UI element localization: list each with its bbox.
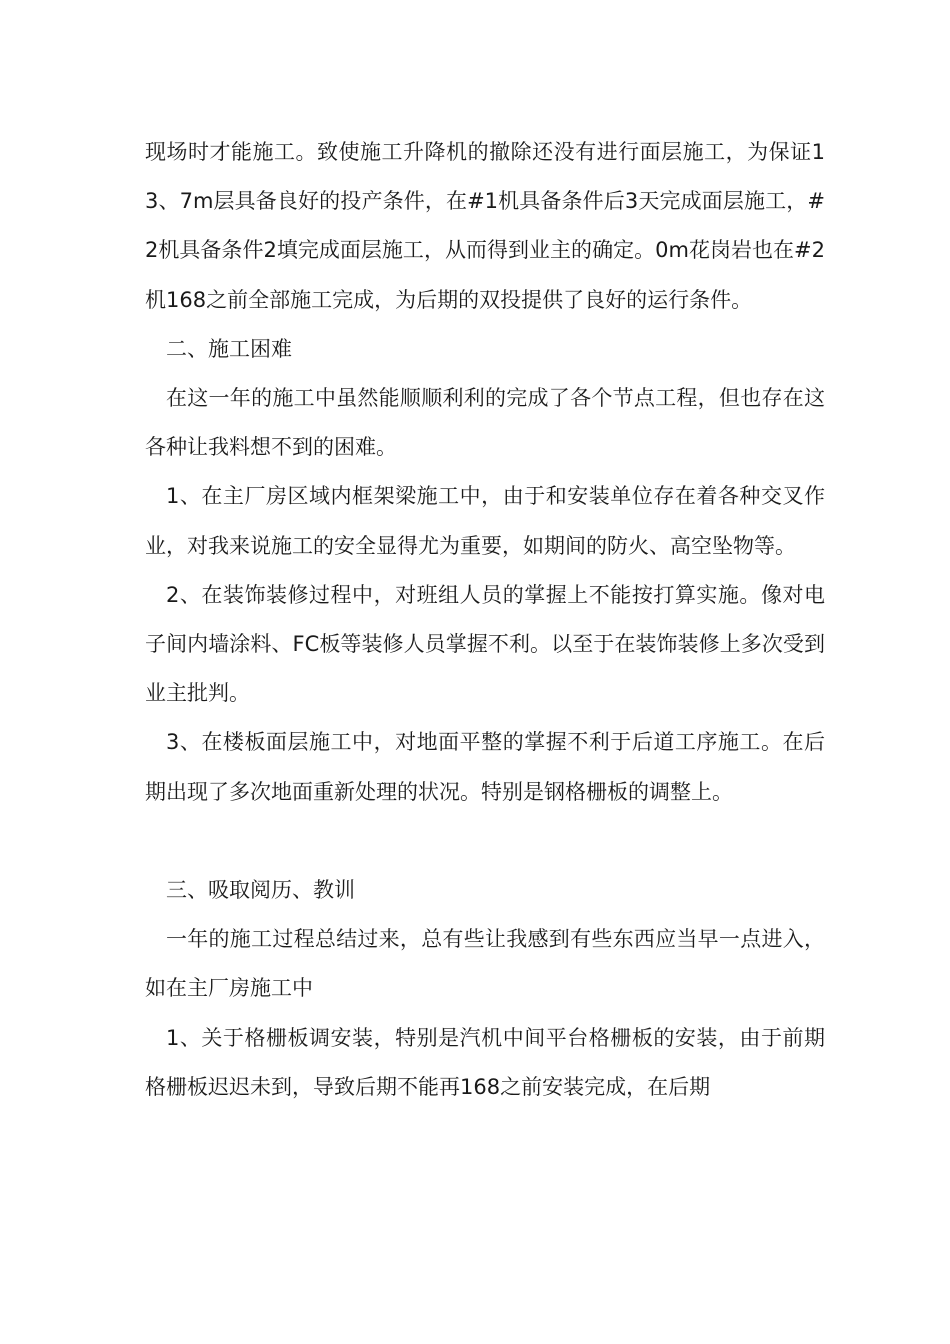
paragraph-continuation: 现场时才能施工。致使施工升降机的撤除还没有进行面层施工，为保证13、7m层具备良好的投产条件，在#1机具备条件后3天完成面层施工，#2机具备条件2填完成面层施工，从而得到业主的确定。0m花岗岩也在#2机168之前全部施工完成，为后期的双投提供了良好的运行条件。 [145,140,825,312]
blank-line [145,817,825,866]
paragraph-lesson-1: 1、关于格栅板调安装，特别是汽机中间平台格栅板的安装，由于前期格栅板迟迟未到，导致后期不能再168之前安装完成，在后期 [145,1025,825,1099]
section-heading-difficulties: 二、施工困难 [166,336,292,361]
document-body [145,128,825,1112]
section-heading-lessons: 三、吸取阅历、教训 [166,878,355,903]
paragraph-difficulty-1: 1、在主厂房区域内框架梁施工中，由于和安装单位存在着各种交叉作业，对我来说施工的安全显得尤为重要，如期间的防火、高空坠物等。 [145,484,825,558]
paragraph-lessons-intro: 一年的施工过程总结过来，总有些让我感到有些东西应当早一点进入，如在主厂房施工中 [145,927,825,1001]
paragraph-difficulty-2: 2、在装饰装修过程中，对班组人员的掌握上不能按打算实施。像对电子间内墙涂料、FC板等装修人员掌握不利。以至于在装饰装修上多次受到业主批判。 [145,582,825,706]
paragraph-difficulties-intro: 在这一年的施工中虽然能顺顺利利的完成了各个节点工程，但也存在这各种让我料想不到的困难。 [145,386,825,460]
paragraph-difficulty-3: 3、在楼板面层施工中，对地面平整的掌握不利于后道工序施工。在后期出现了多次地面重新处理的状况。特别是钢格栅板的调整上。 [145,730,825,804]
